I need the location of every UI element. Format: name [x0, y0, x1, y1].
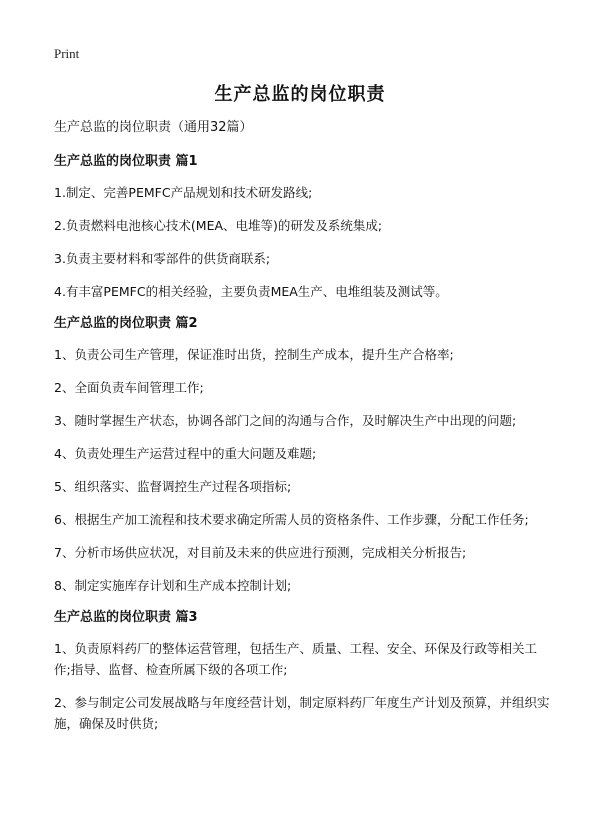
list-item: 5、组织落实、监督调控生产过程各项指标;	[54, 479, 292, 494]
list-item: 1、负责原料药厂的整体运营管理，包括生产、质量、工程、安全、环保及行政等相关工作;指导、监督、检查所属下级的各项工作;	[54, 641, 537, 677]
document-subtitle: 生产总监的岗位职责（通用32篇）	[54, 120, 253, 135]
section-2	[54, 314, 550, 596]
list-item: 2、全面负责车间管理工作;	[54, 380, 204, 395]
list-item: 8、制定实施库存计划和生产成本控制计划;	[54, 578, 292, 593]
section-heading: 生产总监的岗位职责 篇3	[54, 610, 198, 625]
list-item: 6、根据生产加工流程和技术要求确定所需人员的资格条件、工作步骤，分配工作任务;	[54, 512, 529, 527]
document-body	[54, 118, 550, 746]
list-item: 1.制定、完善PEMFC产品规划和技术研发路线;	[54, 185, 313, 200]
list-item: 2、参与制定公司发展战略与年度经营计划，制定原料药厂年度生产计划及预算，并组织实施，确保及时供货;	[54, 695, 550, 731]
section-3	[54, 608, 550, 734]
list-item: 3.负责主要材料和零部件的供货商联系;	[54, 251, 271, 266]
list-item: 4、负责处理生产运营过程中的重大问题及难题;	[54, 446, 317, 461]
page-title: 生产总监的岗位职责	[214, 84, 386, 105]
print-label: Print	[54, 46, 80, 61]
list-item: 1、负责公司生产管理，保证准时出货，控制生产成本，提升生产合格率;	[54, 347, 454, 362]
section-1	[54, 152, 550, 302]
list-item: 7、分析市场供应状况，对目前及未来的供应进行预测，完成相关分析报告;	[54, 545, 467, 560]
list-item: 2.负责燃料电池核心技术(MEA、电堆等)的研发及系统集成;	[54, 218, 383, 233]
section-heading: 生产总监的岗位职责 篇2	[54, 316, 198, 331]
list-item: 3、随时掌握生产状态，协调各部门之间的沟通与合作，及时解决生产中出现的问题;	[54, 413, 517, 428]
section-heading: 生产总监的岗位职责 篇1	[54, 154, 198, 169]
list-item: 4.有丰富PEMFC的相关经验，主要负责MEA生产、电堆组装及测试等。	[54, 284, 448, 299]
